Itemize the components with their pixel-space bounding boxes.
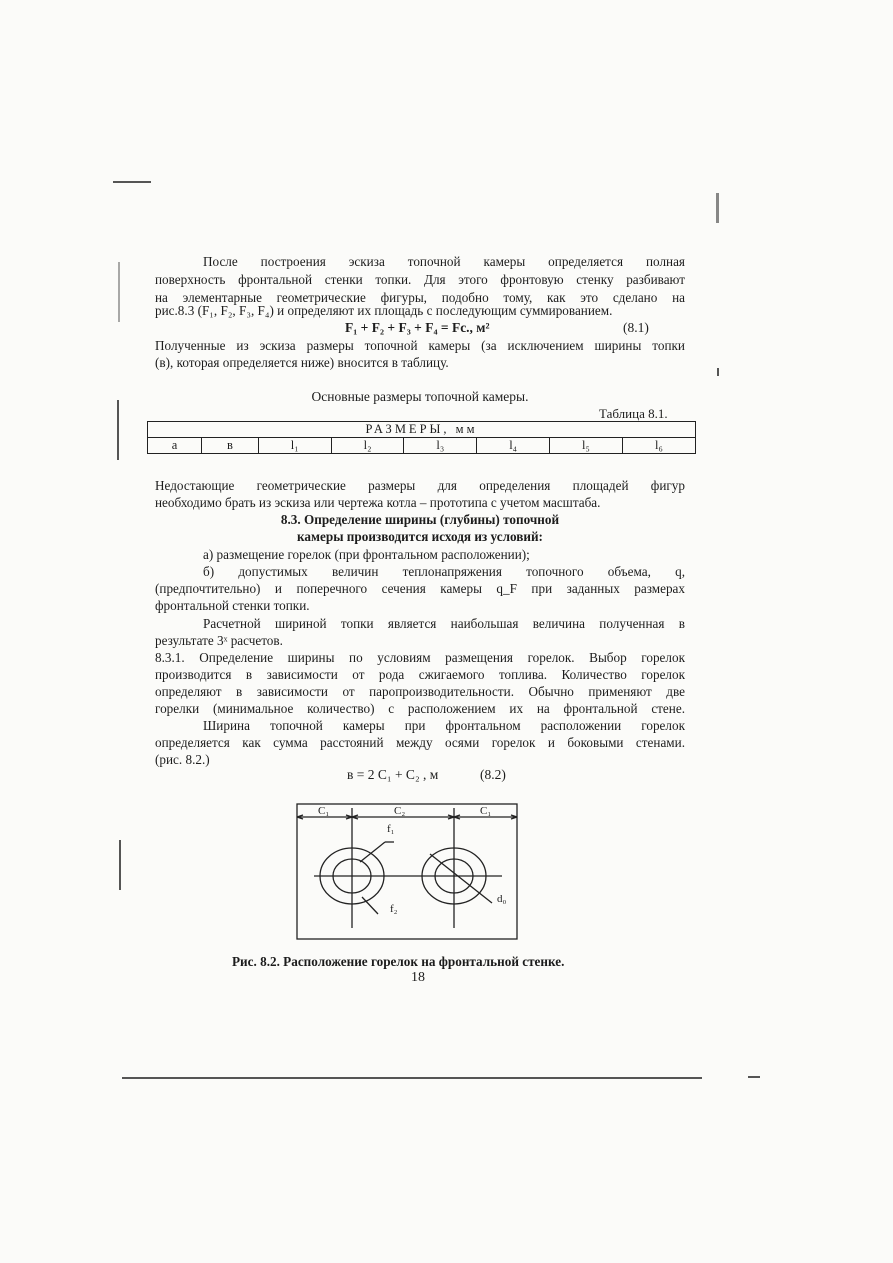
- table-cell-l6: l₆: [622, 438, 695, 454]
- paragraph-3-line-2: необходимо брать из эскиза или чертежа котла – прототипа с учетом масштаба.: [155, 495, 601, 510]
- label-f2: f₂: [390, 903, 398, 915]
- paragraph-6-line-1: Ширина топочной камеры при фронтальном расположении горелок: [203, 718, 685, 733]
- burner-layout-figure: [290, 798, 530, 948]
- section-heading-line-1: 8.3. Определение ширины (глубины) топочной: [280, 512, 560, 527]
- label-d0: d₀: [497, 893, 507, 905]
- item-b-line-1: б) допустимых величин теплонапряжения топочного объема, q,: [203, 564, 685, 579]
- scan-mark-left-edge-2: [117, 400, 119, 460]
- formula-8-2: в = 2 С₁ + С₂ , м: [347, 767, 439, 782]
- scan-mark-right-dot: [717, 368, 719, 376]
- paragraph-1-line-1: После построения эскиза топочной камеры определяется полная: [203, 254, 685, 269]
- table-cell-l2: l₂: [331, 438, 404, 454]
- item-b-line-2: (предпочтительно) и поперечного сечения камеры q_F при заданных размерах: [155, 581, 685, 596]
- paragraph-5-line-1: 8.3.1. Определение ширины по условиям размещения горелок. Выбор горелок: [155, 650, 685, 665]
- paragraph-2-line-1: Полученные из эскиза размеры топочной камеры (за исключением ширины топки: [155, 338, 685, 353]
- front-wall-outline: [297, 804, 517, 939]
- section-heading-line-2: камеры производится исходя из условий:: [297, 529, 543, 544]
- scan-mark-right: [716, 193, 719, 223]
- paragraph-3-line-1: Недостающие геометрические размеры для определения площадей фигур: [155, 478, 685, 493]
- paragraph-5-line-3: определяют в зависимости от паропроизводительности. Обычно применяют две: [155, 684, 685, 699]
- table-title: Основные размеры топочной камеры.: [311, 389, 529, 404]
- scan-mark-bottom: [122, 1077, 702, 1079]
- paragraph-4-line-2: результате 3ˣ расчетов.: [155, 633, 283, 648]
- table-label: Таблица 8.1.: [599, 406, 668, 421]
- label-c2: C₂: [394, 805, 406, 817]
- label-c1-left: C₁: [318, 805, 330, 817]
- table-cell-l5: l₅: [550, 438, 623, 454]
- paragraph-2-line-2: (в), которая определяется ниже) вносится в таблицу.: [155, 355, 449, 370]
- label-c1-right: C₁: [480, 805, 492, 817]
- scan-mark-bottom-right: [748, 1076, 760, 1078]
- paragraph-6-line-2: определяется как сумма расстояний между осями горелок и боковыми стенами.: [155, 735, 685, 750]
- scan-mark-left-edge-3: [119, 840, 121, 890]
- paragraph-1-line-3: на элементарные геометрические фигуры, подобно тому, как это сделано на: [155, 290, 685, 305]
- paragraph-5-line-2: производится в зависимости от рода сжигаемого топлива. Количество горелок: [155, 667, 685, 682]
- formula-8-1-number: (8.1): [623, 320, 649, 335]
- dimensions-table: [147, 421, 696, 454]
- paragraph-6-line-3: (рис. 8.2.): [155, 752, 210, 767]
- table-header: РАЗМЕРЫ, мм: [148, 422, 696, 438]
- item-a: а) размещение горелок (при фронтальном расположении);: [203, 547, 530, 562]
- formula-8-2-number: (8.2): [480, 767, 506, 782]
- table-cell-l3: l₃: [404, 438, 477, 454]
- f1-leader: [360, 842, 385, 862]
- d0-leader: [430, 854, 492, 903]
- paragraph-1-line-4: рис.8.3 (F₁, F₂, F₃, F₄) и определяют их площадь с последующим суммированием.: [155, 303, 613, 318]
- formula-8-1: F₁ + F₂ + F₃ + F₄ = Fс., м²: [345, 320, 490, 335]
- page-number: 18: [411, 970, 425, 985]
- figure-caption: Рис. 8.2. Расположение горелок на фронтальной стенке.: [232, 954, 565, 969]
- item-b-line-3: фронтальной стенки топки.: [155, 598, 310, 613]
- table-cell-l1: l₁: [258, 438, 331, 454]
- table-cell-v: в: [202, 438, 259, 454]
- scan-mark-top-left: [113, 181, 151, 183]
- paragraph-5-line-4: горелки (минимальное количество) с расположением их на фронтальной стене.: [155, 701, 685, 716]
- table-cell-a: а: [148, 438, 202, 454]
- table-cell-l4: l₄: [477, 438, 550, 454]
- paragraph-4-line-1: Расчетной шириной топки является наибольшая величина полученная в: [203, 616, 685, 631]
- scan-mark-left-edge: [118, 262, 120, 322]
- paragraph-1-line-2: поверхность фронтальной стенки топки. Для этого фронтовую стенку разбивают: [155, 272, 685, 287]
- label-f1: f₁: [387, 823, 395, 835]
